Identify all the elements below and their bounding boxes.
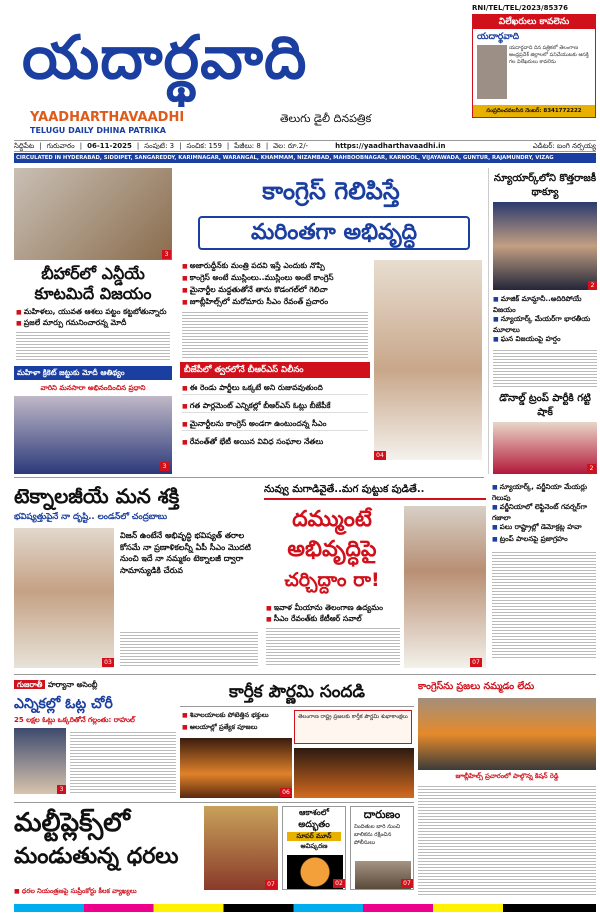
label-gujarati: గుజరాతీ [14, 680, 45, 689]
page-number: 3 [57, 785, 66, 794]
bihar-bullet: ■ మహిళలు, యువత ఆశలు పట్టం కట్టబోతున్నారు [16, 306, 172, 318]
masthead-tagline-te: తెలుగు డైలీ దినపత్రిక [280, 112, 372, 125]
ktr-headline-1: దమ్ముంటే [292, 507, 372, 532]
article-newyork [488, 168, 596, 474]
ktr-headline-3: చర్చిద్దాం రా! [284, 569, 380, 591]
congress-bullet: ■ జూబ్లీహిల్స్‌లో మరోమారు సీఎం రేవంత్ ప్రచారం [182, 296, 368, 308]
brs-merger-heading: బీజేపీలో త్వరలోనే బీఆర్ఎస్ విలీనం [180, 362, 370, 378]
issue-info-bar: సిద్దిపేట | గురువారం | 06-11-2025 | సంపుటి: 3 | సంచిక: 159 | పేజీలు: 8 | వెల: రూ.2/- https://yaadharthavaadhi.in ఎడిటర్: బంగి నర్సయ్య [14, 142, 596, 150]
ktr-headline-2: అభివృద్ధిపై [287, 537, 377, 562]
newyork-bullet: ■ న్యూయార్క్ మేయర్‌గా భారతీయ మూలాలు [493, 314, 597, 334]
page-number: 04 [374, 451, 386, 460]
brs-bullet: ■ రేవంత్‌తో భేటీ అయిన వివిధ సంఘాల నేతలు [182, 436, 368, 448]
website-url[interactable]: https://yaadharthavaadhi.in [335, 142, 446, 150]
masthead-tagline-en: TELUGU DAILY DHINA PATRIKA [30, 126, 166, 135]
supermoon-top: ఆకాశంలో [299, 808, 329, 817]
reporters-wanted-ad [472, 14, 596, 118]
masthead-latin: YAADHARTHAVAADHI [30, 110, 185, 125]
ktr-bullet: ■ సీఎం రేవంత్‌కు కేటీఆర్ సవాల్ [266, 613, 400, 625]
ad-image [477, 45, 507, 99]
masthead [0, 0, 600, 161]
atrocity-title: దారుణం [363, 808, 401, 821]
page-number: 07 [265, 880, 277, 889]
label-haryana: హర్యానా [47, 680, 74, 689]
page-number: 2 [587, 464, 596, 473]
newyork-body-text [493, 348, 597, 388]
page-number: 2 [588, 281, 597, 290]
trump-bullets [492, 465, 596, 590]
brs-bullet: ■ ఈ రెండు పార్టీలు ఒక్కటే అని రుజువవుతుంది [182, 382, 368, 395]
headline-technology: టెక్నాలజీయే మన శక్తి [14, 484, 180, 508]
info-volume: సంపుటి: 3 [144, 142, 175, 150]
headline-bihar: బీహార్‌లో ఎన్డీయే కూటమిదే విజయం [34, 264, 152, 303]
congress-bullet: ■ మైనార్టీల మద్దతుతోనే తాను కొడంగల్‌లో గెలిచా [182, 284, 368, 296]
article-multiplex [14, 806, 200, 900]
karthika-callout: తెలంగాణ రాష్ట్ర ప్రజలకు కార్తీక పౌర్ణమి శుభాకాంక్షలు [294, 710, 412, 744]
trump-bullet: ■ పలు రాష్ట్రాల్లో డెమోక్రట్ల హవా [492, 522, 596, 532]
newyork-bullet: ■ ఘన విజయంపై హర్షం [493, 334, 597, 344]
vote-theft-body-text [70, 730, 176, 794]
editor-name: ఎడిటర్: బంగి నర్సయ్య [532, 142, 596, 150]
info-issue: సంచిక: 159 [186, 142, 222, 150]
article-kishan-reddy [418, 678, 596, 900]
info-date: 06-11-2025 [87, 142, 132, 150]
headline-congress-1: కాంగ్రెస్ గెలిపిస్తే [262, 177, 400, 205]
atrocity-text: నిందితుల బారి నుంచి బాలికను రక్షించిన పోలీసులు [354, 824, 401, 846]
multiplex-bullet: ■ ధరల నియంత్రణపై సుప్రీంకోర్టు కీలక వ్యాఖ్యలు [14, 886, 314, 897]
congress-bullet: ■ కాంగ్రెస్ అంటే ముస్లింలు..ముస్లింలు అంటే కాంగ్రెస్ [182, 272, 368, 284]
supermoon-sub2: ఆవిష్కరణ [300, 842, 328, 850]
rni-number: RNI/TEL/TEL/2023/85376 [472, 4, 568, 12]
page-number: 3 [160, 462, 169, 471]
ktr-topline: నువ్వు మగాడివైతే..మగ పుట్టుక పుడితే.. [264, 482, 486, 500]
article-congress [178, 168, 484, 474]
brs-bullet: ■ మైనార్టీలను కాంగ్రెస్ అండగా ఉంటుందన్న సీఎం [182, 418, 368, 431]
chandrababu-photo [14, 528, 114, 668]
supermoon-box [282, 806, 346, 890]
congress-body-text [182, 310, 368, 358]
kishan-reddy-caption: జూబ్లీహిల్స్ ప్రచారంలో పాల్గొన్న కిషన్ రెడ్డి [455, 772, 559, 780]
divider [14, 477, 484, 478]
ghazala-photo [493, 422, 597, 474]
divider [14, 802, 414, 803]
brs-bullet: ■ గత పార్లమెంట్ ఎన్నికల్లో బీఆర్ఎస్ ఓట్లు బీజేపీకే [182, 400, 368, 413]
bihar-bullet: ■ ప్రజలే మార్పు గమనించారన్న మోదీ [16, 317, 172, 329]
trump-bullet: ■ వర్జీనియాలో లెఫ్టినెంట్ గవర్నర్‌గా గజాలా [492, 502, 596, 522]
kishan-reddy-body-text [418, 784, 596, 896]
ad-title: విలేఖరులు కావలెను [473, 15, 595, 29]
page-number: 02 [333, 879, 345, 888]
congress-bullet: ■ అజారుద్దీన్‌కు మంత్రి పదవి ఇస్తే ఎందుకు నొప్పి [182, 260, 368, 272]
women-cricket-photo [14, 396, 172, 474]
headline-multiplex-1: మల్టీప్లెక్స్‌లో [14, 808, 130, 838]
info-pages: పేజీలు: 8 [234, 142, 261, 150]
article-karthika [180, 678, 414, 800]
headline-congress-trust: కాంగ్రెస్‌ను ప్రజలు నమ్మడం లేదు [418, 681, 535, 692]
article-ktr [264, 482, 486, 670]
headline-multiplex-2: మండుతున్న ధరలు [14, 844, 179, 869]
ad-text: యదార్థవాది దిన పత్రికలో తెలంగాణ ఆంధ్రప్రదేశ్ జిల్లాలలో పనిచేయుటకు ఆసక్తి గల విలేఖరులు కావలెను [509, 45, 589, 65]
ad-brand: యదార్థవాది [477, 32, 520, 42]
revanth-reddy-photo [374, 260, 482, 460]
info-price: వెల: రూ.2/- [273, 142, 309, 150]
women-cricket-heading: మహిళా క్రికెట్ జట్టుకు మోదీ ఆతిథ్యం [14, 366, 172, 380]
chandrababu-quote: విజన్ ఉంటేనే అభివృద్ధి భవిష్యత్ తరాల కోసమే నా ప్రణాళికలన్నీ ఏపీ సీఎం మొదటి నుంచి ఇదే నా నమ్మకం టెక్నాలజీ ద్వారా సామాన్యుడికి చేరువ [120, 531, 251, 575]
newyork-bullet: ■ మాజిక్ మామ్దానీ..అదిరిపోయే విజయం [493, 294, 597, 314]
masthead-title: యదార్థవాది [22, 23, 308, 93]
subhead-vote-theft: 25 లక్షల ఓట్లు ఒక్కరితోనే గల్లంతు: రాహుల్ [14, 716, 135, 724]
page-number: 07 [470, 658, 482, 667]
technology-body-text [120, 630, 258, 666]
women-cricket-caption: వారిని మనసారా అభినందించిన ప్రధాని [40, 384, 146, 392]
karthika-bullet: ■ శివాలయాలకు పోటెత్తిన భక్తులు [182, 710, 292, 721]
karthika-photo [180, 738, 292, 798]
page-number: 3 [162, 250, 171, 259]
trump-bullet: ■ న్యూయార్క్, వర్జీనియా మేయర్లు గెలుపు [492, 482, 596, 502]
supermoon-sub: సూపర్ మూన్ [287, 832, 341, 841]
page-number: 06 [280, 788, 292, 797]
atrocity-box [350, 806, 414, 890]
color-registration-strip [14, 904, 596, 912]
article-bihar [14, 168, 172, 474]
info-day: గురువారం [46, 142, 75, 150]
modi-photo [14, 168, 172, 260]
headline-karthika: కార్తీక పౌర్ణమి సందడి [180, 678, 414, 707]
supermoon-main: అద్భుతం [298, 820, 330, 830]
article-vote-theft [14, 678, 176, 800]
trump-body-text [492, 550, 596, 658]
circulation-line: CIRCULATED IN HYDERABAD, SIDDIPET, SANGAREDDY, KARIMNAGAR, WARANGAL, KHAMMAM, NIZAMBAD, MAHBOOBNAGAR, KARNOOL, VIJAYAWADA, GUNTUR, RAJAMUNDRY, VIZAG [14, 153, 596, 163]
ktr-bullet: ■ ఇవాళ మీయాను తెలంగాణ ఉద్యమం [266, 602, 400, 614]
info-place: సిద్దిపేట [14, 142, 35, 150]
label-assembly: అసెంబ్లీ [76, 680, 98, 689]
ktr-body-text [266, 626, 400, 666]
ad-contact: సంప్రదించవలసిన నెంబర్: 8341772222 [473, 105, 595, 117]
subhead-technology: భవిష్యత్తుపైనే నా దృష్టి.. లండన్‌లో చంద్రబాబు [14, 512, 168, 522]
article-technology [14, 482, 258, 670]
page-number: 03 [102, 658, 114, 667]
ktr-photo [404, 506, 486, 668]
vote-theft-labels [14, 678, 176, 692]
trump-bullet: ■ ట్రంప్ పాలనపై ప్రజాగ్రహం [492, 534, 596, 544]
headline-vote-theft: ఎన్నికల్లో ఓట్ల చోరీ [14, 696, 113, 712]
headline-trump: డొనాల్డ్ ట్రంప్ పార్టీకి గట్టి షాక్ [499, 393, 591, 418]
bihar-body-text [16, 330, 170, 362]
kishan-reddy-photo [418, 698, 596, 770]
headline-newyork: న్యూయార్క్‌లోని కొత్తరాజకీ థాక్యూ [493, 173, 597, 198]
headline-congress-2: మరింతగా అభివృద్ధి [198, 216, 470, 250]
mamdani-photo [493, 202, 597, 290]
page-number: 07 [401, 879, 413, 888]
divider [14, 674, 596, 675]
multiplex-photo [204, 806, 278, 890]
karthika-bullet: ■ ఆలయాల్లో ప్రత్యేక పూజలు [182, 722, 292, 733]
karthika-photo-2 [294, 748, 414, 798]
